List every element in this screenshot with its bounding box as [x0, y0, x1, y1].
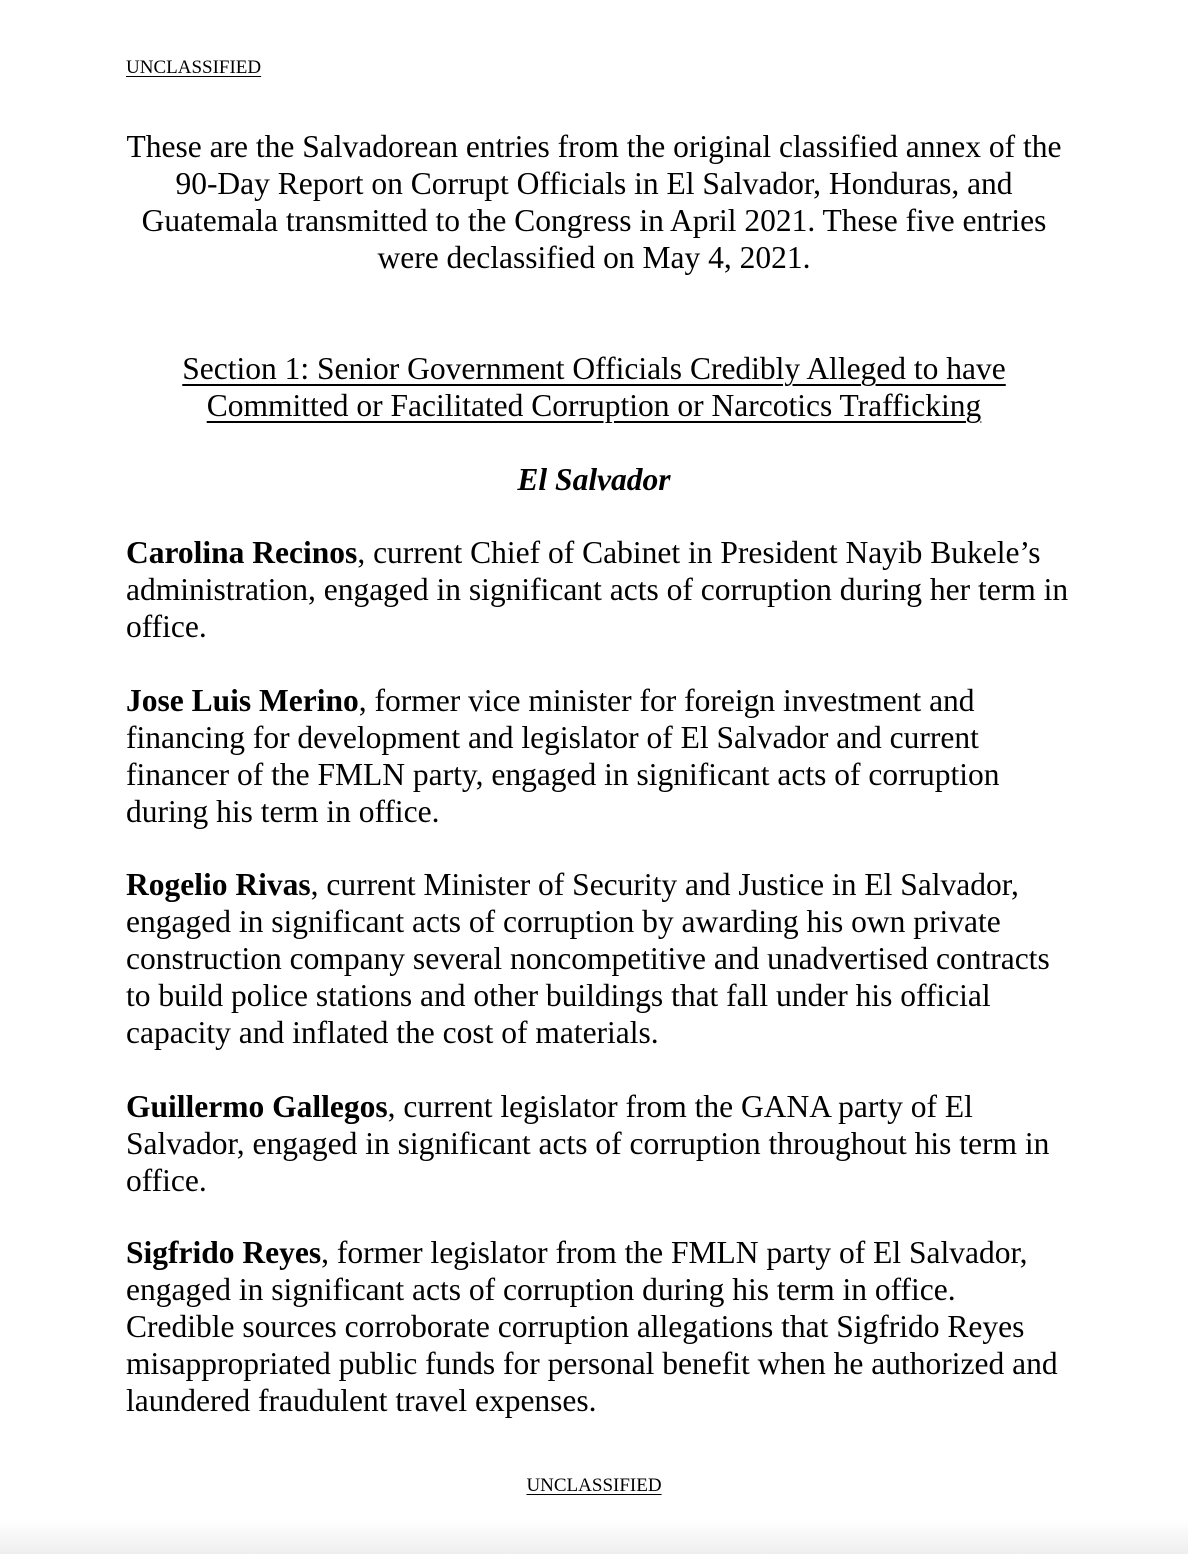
classification-marking-bottom: UNCLASSIFIED [526, 1475, 662, 1496]
entry-text: , current Minister of Security and Justice in El Salvador, engaged in significant acts of corruption by awarding his own private construction company several noncompetitive and unadvertised contracts to build police stations and other buildings that fall under his official capacity and inflated the cost of materials. [126, 867, 1050, 1050]
classification-marking-top: UNCLASSIFIED [126, 57, 262, 78]
entry-text: , current legislator from the GANA party of El Salvador, engaged in significant acts of corruption throughout his term in office. [126, 1089, 1050, 1198]
country-heading: El Salvador [517, 462, 671, 497]
entry-text: , current Chief of Cabinet in President Nayib Bukele’s administration, engaged in significant acts of corruption during her term in office. [126, 535, 1069, 644]
entry-name: Guillermo Gallegos [126, 1089, 388, 1124]
entry-paragraph [126, 534, 1071, 645]
entry-name: Jose Luis Merino [126, 683, 359, 718]
entry-name: Sigfrido Reyes [126, 1235, 322, 1270]
entry-paragraph [126, 682, 1071, 830]
entry-name: Carolina Recinos [126, 535, 358, 570]
entry-paragraph [126, 866, 1071, 1051]
entry-text: , former vice minister for foreign investment and financing for development and legislator of El Salvador and current financer of the FMLN party, engaged in significant acts of corruption during his term in office. [126, 683, 1000, 829]
entry-name: Rogelio Rivas [126, 867, 311, 902]
intro-paragraph: These are the Salvadorean entries from the original classified annex of the 90-Day Report on Corrupt Officials in El Salvador, Honduras, and Guatemala transmitted to the Congress in April 2021. These five entries were declassified on May 4, 2021. [126, 129, 1062, 275]
entry-text: , former legislator from the FMLN party of El Salvador, engaged in significant acts of corruption during his term in office. Credible sources corroborate corruption allegations that Sigfrido Reyes misappropriated public funds for personal benefit when he authorized and laundered fraudulent travel expenses. [126, 1235, 1058, 1418]
page-bottom-edge [0, 1520, 1188, 1554]
entry-paragraph [126, 1088, 1071, 1199]
entry-paragraph [126, 1234, 1071, 1419]
section-heading: Section 1: Senior Government Officials Credibly Alleged to have Committed or Facilitated Corruption or Narcotics Trafficking [182, 351, 1006, 423]
